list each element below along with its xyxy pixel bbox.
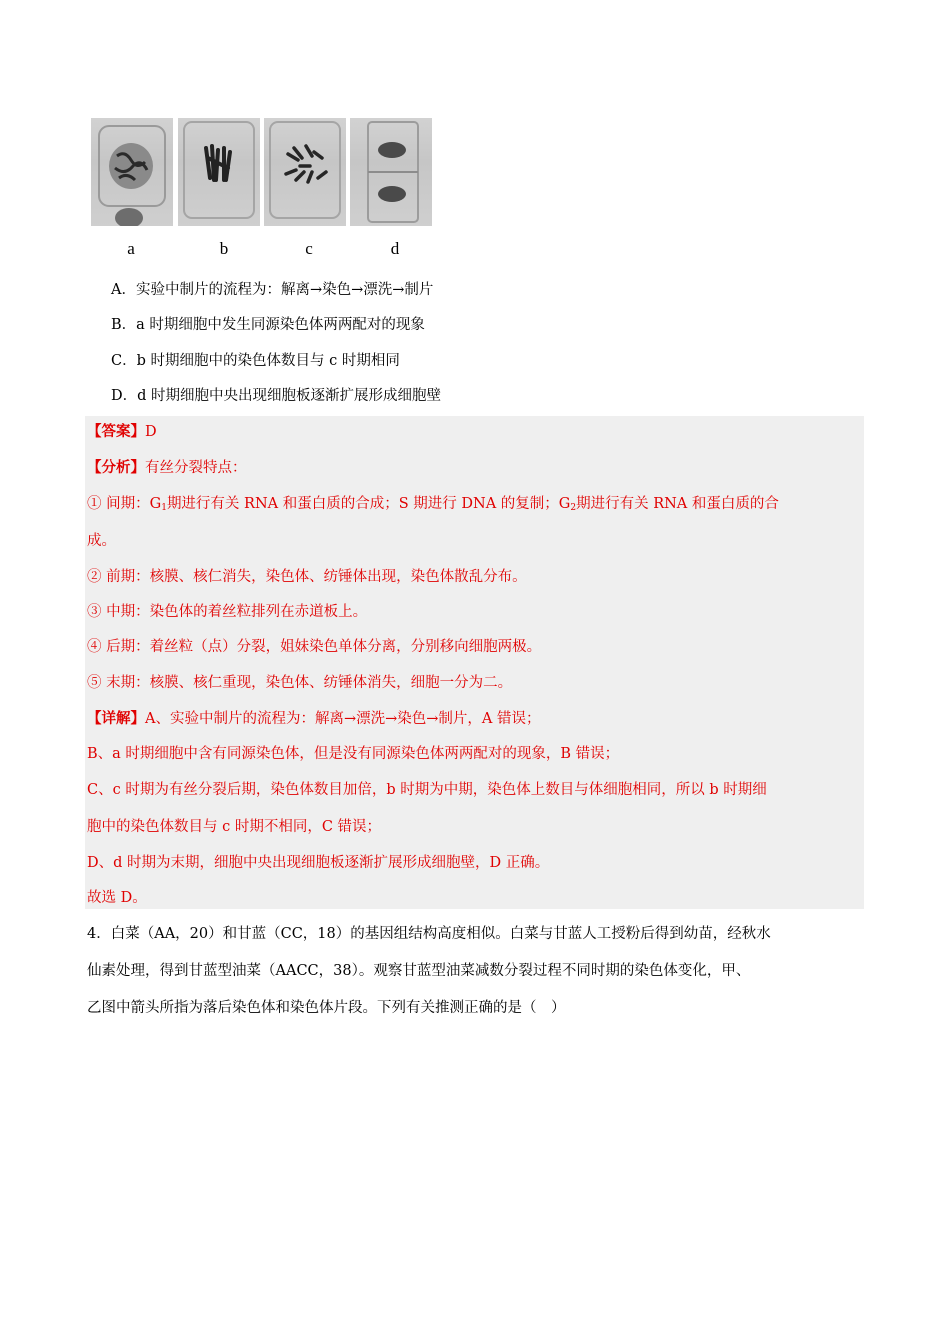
option-b: B．a 时期细胞中发生同源染色体两两配对的现象 [111,317,425,333]
micrograph-panel-a [91,118,173,226]
panel-label-b: b [219,239,229,258]
panel-label-a: a [127,239,135,258]
option-d: D．d 时期细胞中央出现细胞板逐渐扩展形成细胞壁 [111,388,442,404]
phase1-sub-2: 2 [570,503,577,513]
phase1-sub-1: 1 [161,503,167,513]
micrograph-panel-d [350,118,432,226]
detail-tag: 【详解】 [87,710,145,727]
answer-line [87,422,157,442]
question4-line2: 仙素处理，得到甘蓝型油菜（AACC，38）。观察甘蓝型油菜减数分裂过程不同时期的染色体变化，甲、 [87,963,751,979]
phase-interphase [87,494,779,518]
analysis-line [87,458,247,478]
option-a: A．实验中制片的流程为：解离→染色→漂洗→制片 [111,282,434,298]
detail-line-c2: 胞中的染色体数目与 c 时期不相同，C 错误； [87,819,382,835]
panel-label-c: c [305,239,313,258]
phase1-text-b: 期进行有关 RNA 和蛋白质的合成；S 期进行 DNA 的复制；G [166,496,571,512]
phase1-text-a: ① 间期：G [87,496,162,512]
analysis-tag: 【分析】 [87,459,145,476]
phase-prophase: ② 前期：核膜、核仁消失，染色体、纺锤体出现，染色体散乱分布。 [87,569,527,585]
answer-tag: 【答案】 [87,423,145,440]
micrograph-panel-b [178,118,260,226]
phase1-text-c: 期进行有关 RNA 和蛋白质的合 [576,496,779,512]
panel-label-d: d [390,239,400,258]
detail-line-d: D、d 时期为末期，细胞中央出现细胞板逐渐扩展形成细胞壁，D 正确。 [87,855,550,871]
phase-telophase: ⑤ 末期：核膜、核仁重现，染色体、纺锤体消失，细胞一分为二。 [87,675,513,691]
option-c: C．b 时期细胞中的染色体数目与 c 时期相同 [111,353,400,369]
analysis-title: 有丝分裂特点： [145,460,247,476]
detail-line-a [87,709,541,729]
detail-line-b: B、a 时期细胞中含有同源染色体，但是没有同源染色体两两配对的现象，B 错误； [87,746,620,762]
phase-anaphase: ④ 后期：着丝粒（点）分裂，姐妹染色单体分离，分别移向细胞两极。 [87,639,542,655]
phase-metaphase: ③ 中期：染色体的着丝粒排列在赤道板上。 [87,604,368,620]
question4-line1: 4．白菜（AA，20）和甘蓝（CC，18）的基因组结构高度相似。白菜与甘蓝人工授粉后得到幼苗，经秋水 [87,926,771,942]
question4-line3: 乙图中箭头所指为落后染色体和染色体片段。下列有关推测正确的是（ ） [87,1000,566,1016]
micrograph-panel-c [264,118,346,226]
conclusion-line: 故选 D。 [87,890,147,906]
answer-value: D [145,424,157,440]
detail-line-c1: C、c 时期为有丝分裂后期，染色体数目加倍，b 时期为中期，染色体上数目与体细胞相同，所以 b 时期细 [87,782,767,798]
detail-a-text: A、实验中制片的流程为：解离→漂洗→染色→制片，A 错误； [145,711,541,727]
phase-interphase-cont: 成。 [87,533,116,549]
